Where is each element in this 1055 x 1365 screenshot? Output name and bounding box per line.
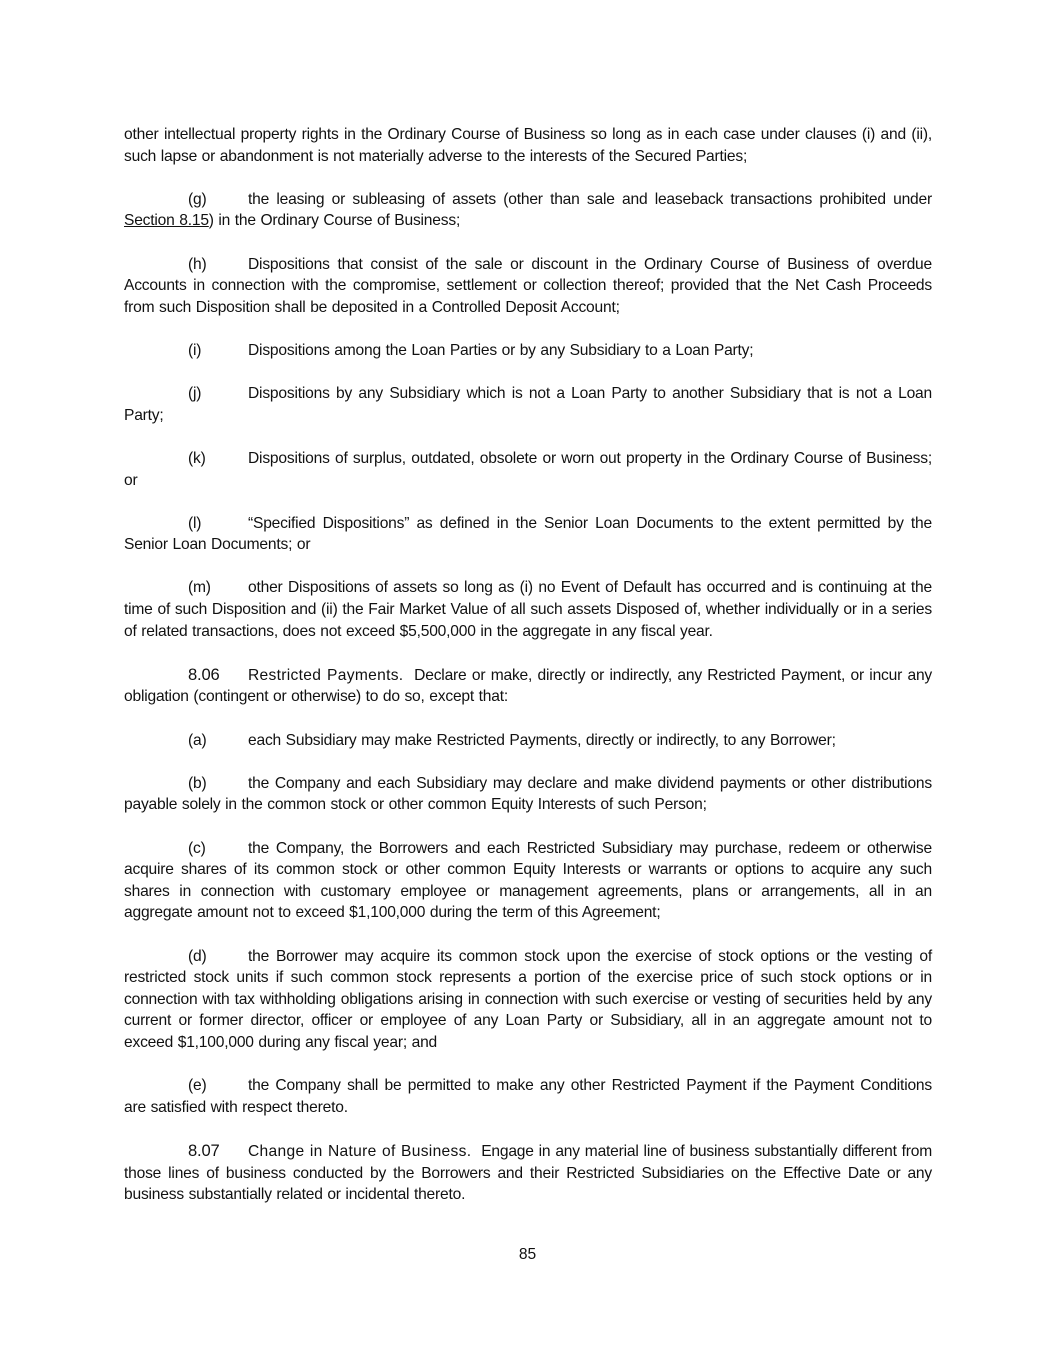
- clause-j: [124, 383, 932, 426]
- clause-a: [124, 730, 932, 752]
- section-text: Engage in any material line of business substantially different from those lines of business conducted by the Borrowers and their Restricted Subsidiaries on the Effective Date or any business substantially related or incidental thereto.: [124, 1142, 933, 1204]
- section-heading: Restricted Payments.: [248, 666, 404, 684]
- clause-e: [124, 1075, 932, 1118]
- clause-b: [124, 773, 932, 816]
- continuation-paragraph: other intellectual property rights in the Ordinary Course of Business so long as in each case under clauses (i) and (ii), such lapse or abandonment is not materially adverse to the interests of the Secured Parties;: [124, 126, 932, 165]
- section-reference-link[interactable]: Section 8.15: [124, 212, 209, 230]
- clause-text: Dispositions among the Loan Parties or by any Subsidiary to a Loan Party;: [248, 341, 754, 359]
- clause-text: “Specified Dispositions” as defined in the Senior Loan Documents to the extent permitted by the Senior Loan Documents; or: [124, 514, 932, 554]
- clause-g: [124, 189, 932, 232]
- section-text: Declare or make, directly or indirectly, any Restricted Payment, or incur any obligation (contingent or otherwise) to do so, except that:: [124, 666, 933, 706]
- clause-label: (i): [188, 341, 202, 359]
- clause-label: (e): [188, 1077, 207, 1095]
- clause-label: (h): [188, 255, 207, 273]
- clause-label: (j): [188, 385, 202, 403]
- clause-text: the Company, the Borrowers and each Restricted Subsidiary may purchase, redeem or otherwise acquire shares of its common stock or other common Equity Interests or warrants or options to acquire any such shares in connection with customary employee or management agreements, plans or arrangements, all in an aggregate amount not to exceed $1,100,000 during the term of this Agreement;: [124, 839, 932, 922]
- clause-text: other Dispositions of assets so long as (i) no Event of Default has occurred and is continuing at the time of such Disposition and (ii) the Fair Market Value of all such assets Disposed of, whether individually or in a series of related transactions, does not exceed $5,500,000 in the aggregate in any fiscal year.: [124, 579, 932, 640]
- clause-text: each Subsidiary may make Restricted Payments, directly or indirectly, to any Borrower;: [248, 731, 836, 749]
- clause-label: (b): [188, 774, 207, 792]
- clause-m: [124, 577, 932, 642]
- clause-text: the Borrower may acquire its common stock upon the exercise of stock options or the vesting of restricted stock units if such common stock represents a portion of the exercise price of such stock options or in connection with tax withholding obligations arising in connection with such exercise or vesting of securities held by any current or former director, officer or employee of any Loan Party or Subsidiary, all in an aggregate amount not to exceed $1,100,000 during any fiscal year; and: [124, 947, 932, 1051]
- clause-label: (d): [188, 947, 207, 965]
- clause-text: the Company and each Subsidiary may declare and make dividend payments or other distributions payable solely in the common stock or other common Equity Interests of such Person;: [124, 774, 932, 814]
- clause-text: Dispositions by any Subsidiary which is not a Loan Party to another Subsidiary that is not a Loan Party;: [124, 385, 932, 424]
- clause-k: [124, 448, 932, 491]
- section-number: 8.06: [188, 664, 220, 684]
- section-8-06: [124, 664, 932, 708]
- clause-label: (a): [188, 731, 207, 749]
- clause-l: [124, 513, 932, 556]
- document-page: [124, 124, 932, 1227]
- page-number: 85: [518, 1246, 537, 1263]
- clause-label: (k): [188, 449, 206, 467]
- clause-label: (l): [188, 514, 202, 532]
- clause-label: (m): [188, 579, 211, 597]
- clause-h: [124, 254, 932, 319]
- clause-text: Dispositions that consist of the sale or discount in the Ordinary Course of Business of overdue Accounts in connection with the compromise, settlement or collection thereof; provided that the Net Cash Proceeds from such Disposition shall be deposited in a Controlled Deposit Account;: [124, 255, 932, 316]
- section-number: 8.07: [188, 1140, 220, 1160]
- clause-text: the leasing or subleasing of assets (other than sale and leaseback transactions prohibited under: [248, 190, 932, 208]
- clause-text: ) in the Ordinary Course of Business;: [208, 212, 461, 230]
- section-8-07: [124, 1140, 932, 1206]
- clause-d: [124, 946, 932, 1054]
- clause-i: [124, 340, 932, 362]
- clause-label: (g): [188, 190, 207, 208]
- section-heading: Change in Nature of Business.: [248, 1142, 472, 1160]
- clause-text: Dispositions of surplus, outdated, obsolete or worn out property in the Ordinary Course of Business; or: [124, 449, 932, 489]
- clause-label: (c): [188, 839, 206, 857]
- clause-c: [124, 838, 932, 924]
- clause-text: the Company shall be permitted to make any other Restricted Payment if the Payment Conditions are satisfied with respect thereto.: [124, 1077, 932, 1116]
